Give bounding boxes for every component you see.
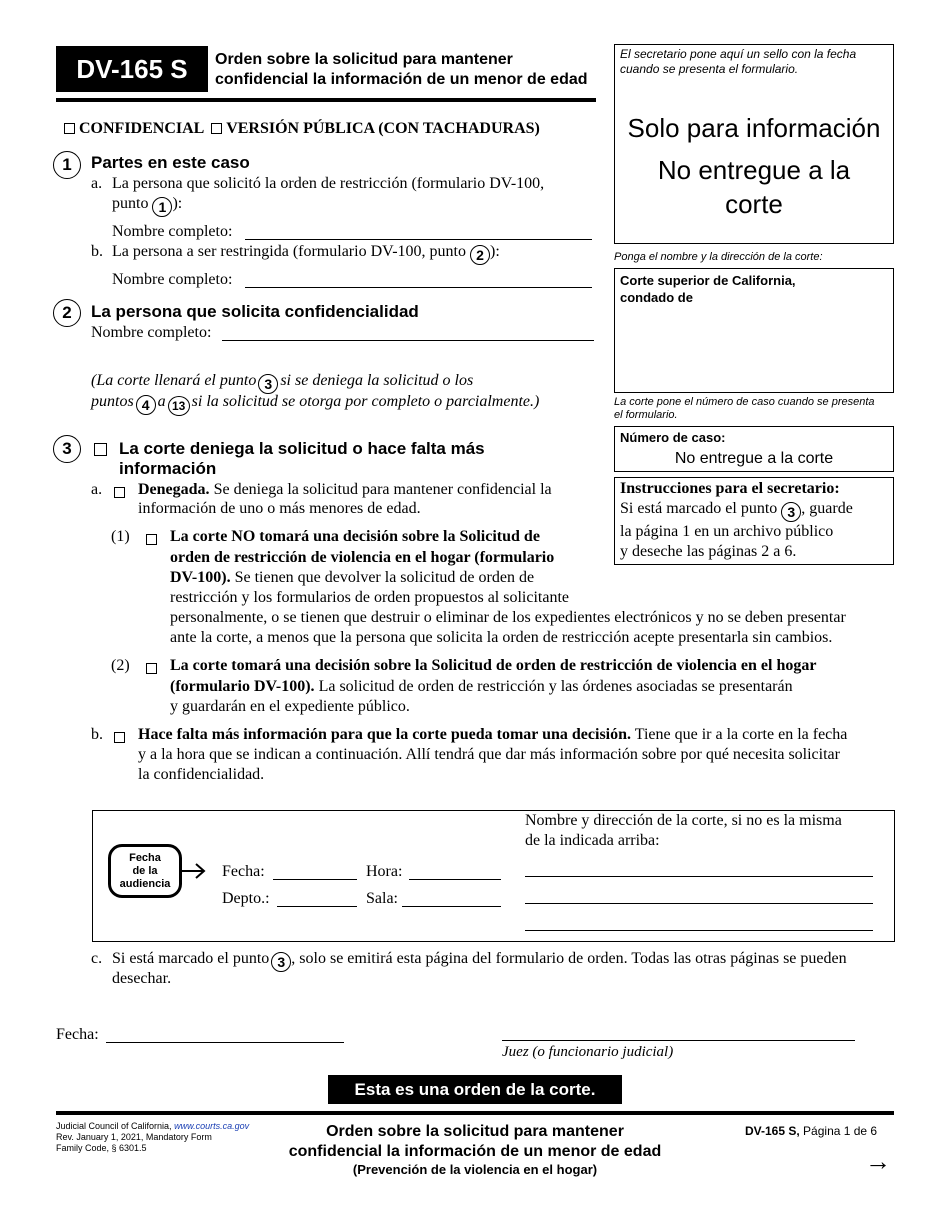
item1-number: 1 [53, 151, 81, 179]
hearing-time-field[interactable] [409, 879, 501, 880]
form-title-line1: Orden sobre la solicitud para mantener [215, 51, 513, 68]
case-number-value: No entregue a la corte [674, 450, 834, 467]
footer-title [240, 1122, 710, 1178]
item3-b-line1: Hace falta más información para que la corte pueda tomar una decisión. Tiene que ir a la corte en la fecha [138, 726, 848, 743]
footer-revision: Rev. January 1, 2021, Mandatory Form [56, 1132, 212, 1142]
case-number-caption: La corte pone el número de caso cuando se presenta el formulario. [614, 396, 875, 421]
court-address-label1: Nombre y dirección de la corte, si no es la misma [525, 812, 842, 829]
item3-a-checkbox[interactable] [114, 487, 125, 498]
court-note-line2: puntos 4 a 13 si la solicitud se otorga por completo o parcialmente.) [91, 392, 539, 416]
item3-c-letter: c. [91, 950, 103, 967]
signature-date-label: Fecha: [56, 1026, 99, 1043]
do-not-file-text [615, 153, 893, 221]
footer-code: Family Code, § 6301.5 [56, 1143, 147, 1153]
item2-heading: La persona que solicita confidencialidad [91, 302, 419, 321]
court-box-caption: Ponga el nombre y la dirección de la corte: [614, 251, 823, 263]
version-row [64, 120, 540, 138]
item3-a-text: Denegada. Se deniega la solicitud para mantener confidencial la [138, 481, 552, 498]
item3-b-line2: y a la hora que se indican a continuación. Allí tendrá que dar más información sobre por qué necesita solicitar [138, 746, 840, 763]
judge-signature-field[interactable] [502, 1040, 855, 1041]
item3-c-line1: Si está marcado el punto 3 , solo se emitirá esta página del formulario de orden. Todas las otras páginas se pueden [112, 950, 847, 970]
header-rule [56, 98, 596, 102]
clerk-instructions-title: Instrucciones para el secretario: [620, 480, 840, 497]
item3-a1-bold1: La corte NO tomará una decisión sobre la Solicitud de [170, 528, 540, 545]
court-address-field2[interactable] [525, 903, 873, 904]
do-not-file-line2: corte [725, 189, 783, 219]
item3-a-letter: a. [91, 481, 103, 498]
footer-left [56, 1121, 249, 1154]
item3-a1-line4: restricción y los formularios de orden propuestos al solicitante [170, 589, 570, 606]
court-address-field3[interactable] [525, 930, 873, 931]
item1-b-name-label: Nombre completo: [112, 271, 233, 288]
footer-rule [56, 1111, 894, 1115]
clerk-instructions-box [614, 477, 894, 565]
form-number-badge: DV-165 S [56, 46, 208, 92]
arrow-right-icon [182, 862, 208, 880]
item3-b-letter: b. [91, 726, 103, 743]
item1-heading: Partes en este caso [91, 153, 250, 172]
hearing-room-label: Sala: [366, 890, 398, 907]
note-ref3-circle: 3 [258, 374, 278, 394]
clerk-instructions-text [620, 479, 853, 562]
item3-a1-line6: ante la corte, a menos que la persona que solicita la orden de restricción acepte presentarla sin cambios. [170, 629, 833, 646]
court-address-label2: de la indicada arriba: [525, 832, 660, 849]
item1-a-letter: a. [91, 175, 103, 192]
item3-c-ref-circle: 3 [271, 952, 291, 972]
case-number-box[interactable] [614, 426, 894, 472]
item2-name-field[interactable] [222, 340, 594, 341]
item3-a1-checkbox[interactable] [146, 534, 157, 545]
hearing-time-label: Hora: [366, 863, 403, 880]
item3-a2-line3: y guardarán en el expediente público. [170, 698, 410, 715]
hearing-date-badge [108, 844, 182, 898]
footer-title-line1: Orden sobre la solicitud para mantener [326, 1123, 624, 1140]
court-order-banner: Esta es una orden de la corte. [328, 1075, 622, 1104]
signature-date-field[interactable] [106, 1042, 344, 1043]
form-title-line2: confidencial la información de un menor de edad [215, 71, 588, 88]
public-version-checkbox[interactable] [211, 123, 222, 134]
footer-page [745, 1124, 877, 1138]
item3-heading-line2: información [119, 459, 217, 478]
item3-c-line2: desechar. [112, 970, 172, 987]
item3-a1-bold2: orden de restricción de violencia en el hogar (formulario [170, 549, 555, 566]
court-name-line2: condado de [620, 290, 693, 305]
item1-b-text: La persona a ser restringida (formulario DV-100, punto 2 ): [112, 243, 500, 263]
do-not-file-line1: No entregue a la [657, 155, 851, 185]
item3-b-line3: la confidencialidad. [138, 766, 265, 783]
footer-title-line2: confidencial la información de un menor de edad [288, 1143, 662, 1160]
note-ref13-circle: 13 [168, 396, 190, 416]
clerk-stamp-box [614, 44, 894, 244]
item1-b-letter: b. [91, 243, 103, 260]
public-version-label: VERSIÓN PÚBLICA (CON TACHADURAS) [226, 120, 540, 137]
footer-form-number: DV-165 S, [745, 1124, 800, 1138]
footer-title-line3: (Prevención de la violencia en el hogar) [352, 1162, 598, 1177]
footer-page-label: Página 1 de 6 [803, 1124, 878, 1138]
clerk-instructions-line1: Si está marcado el punto 3 , guarde [620, 500, 853, 520]
item3-checkbox-wrap [94, 442, 107, 460]
item3-a2-line2: (formulario DV-100). La solicitud de orden de restricción y las órdenes asociadas se presentarán [170, 678, 793, 695]
item2-number: 2 [53, 299, 81, 327]
clerk-instructions-line2: la página 1 en un archivo público [620, 523, 834, 540]
item3-a2-checkbox[interactable] [146, 663, 157, 674]
note-ref4-circle: 4 [136, 395, 156, 415]
hearing-dept-label: Depto.: [222, 890, 270, 907]
court-address-field1[interactable] [525, 876, 873, 877]
court-note-line1: (La corte llenará el punto 3 si se deniega la solicitud o los [91, 372, 474, 392]
hearing-dept-field[interactable] [277, 906, 357, 907]
hearing-room-field[interactable] [402, 906, 501, 907]
item3-a2-bold1: La corte tomará una decisión sobre la Solicitud de orden de restricción de violencia en el hogar [170, 657, 817, 674]
item3-heading [119, 439, 485, 479]
badge-line1: Fecha [129, 851, 161, 864]
confidential-label: CONFIDENCIAL [79, 120, 204, 137]
item3-a2-number: (2) [111, 657, 130, 674]
court-name-line1: Corte superior de California, [620, 273, 796, 288]
info-only-text: Solo para información [627, 113, 881, 143]
next-page-arrow-icon[interactable]: → [865, 1146, 891, 1176]
item1-a-text: La persona que solicitó la orden de restricción (formulario DV-100, [112, 175, 545, 192]
item1-a-text2: punto 1 ): [112, 195, 183, 215]
stamp-note: El secretario pone aquí un sello con la fecha cuando se presenta el formulario. [620, 47, 857, 76]
item3-a-text2: información de uno o más menores de edad. [138, 500, 421, 517]
item3-a1-line3: DV-100). Se tienen que devolver la solicitud de orden de [170, 569, 535, 586]
item2-name-label: Nombre completo: [91, 324, 212, 341]
footer-website-link[interactable]: www.courts.ca.gov [174, 1121, 250, 1131]
court-name-box[interactable] [614, 268, 894, 393]
form-title [215, 50, 588, 90]
clerk-instructions-line3: y deseche las páginas 2 a 6. [620, 543, 797, 560]
item3-a1-line5: personalmente, o se tienen que destruir o eliminar de los expedientes electrónicos y no se deben presentar [170, 609, 846, 626]
item3-heading-line1: La corte deniega la solicitud o hace falta más [119, 439, 485, 458]
item3-number: 3 [53, 435, 81, 463]
item-ref-circle: 3 [781, 502, 801, 522]
confidential-checkbox[interactable] [64, 123, 75, 134]
item1-a-name-field[interactable] [245, 239, 592, 240]
item3-a1-number: (1) [111, 528, 130, 545]
item1-a-name-label: Nombre completo: [112, 223, 233, 240]
item3-b-checkbox[interactable] [114, 732, 125, 743]
judge-label: Juez (o funcionario judicial) [502, 1044, 674, 1060]
item2-ref-circle: 2 [470, 245, 490, 265]
badge-line2: de la [132, 864, 158, 877]
footer-council: Judicial Council of California, [56, 1121, 172, 1131]
item1-ref-circle: 1 [152, 197, 172, 217]
item3-checkbox[interactable] [94, 443, 107, 456]
badge-line3: audiencia [119, 877, 171, 890]
case-number-label: Número de caso: [620, 430, 726, 445]
hearing-date-field[interactable] [273, 879, 357, 880]
hearing-date-label: Fecha: [222, 863, 265, 880]
court-name-text [620, 272, 796, 306]
item1-b-name-field[interactable] [245, 287, 592, 288]
